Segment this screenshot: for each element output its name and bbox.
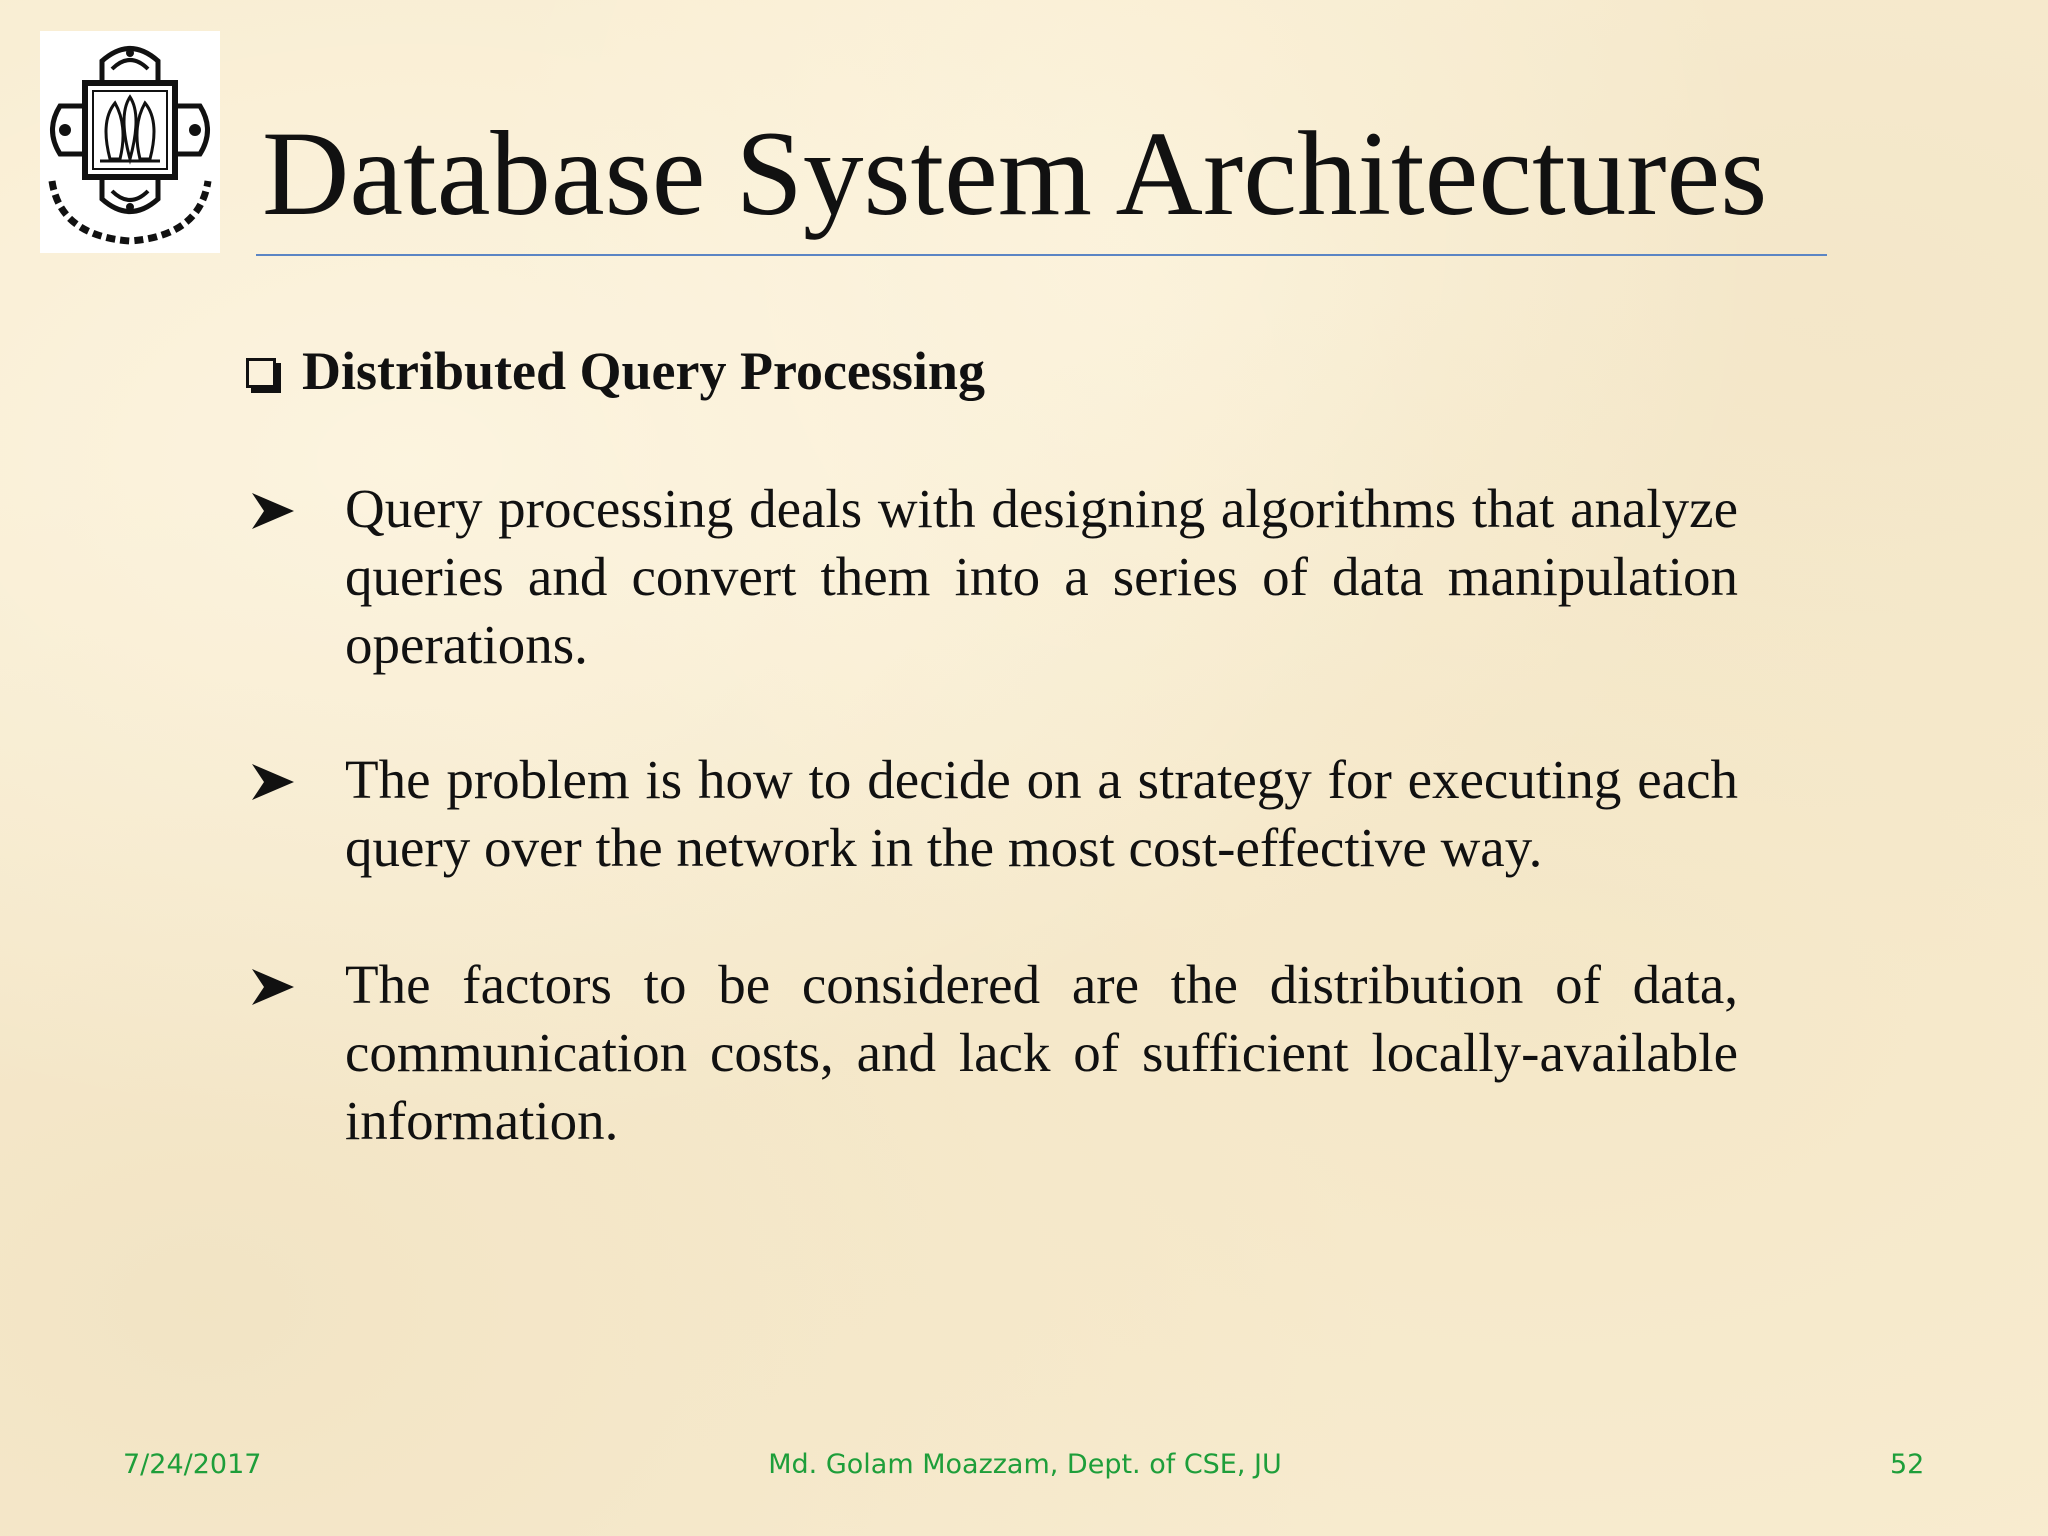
section-heading-label: Distributed Query Processing (302, 341, 985, 401)
slide-title: Database System Architectures (262, 107, 1768, 241)
bullet-text: The problem is how to decide on a strategy for executing each query over the network in the most cost-effective way. (345, 749, 1738, 878)
footer-date: 7/24/2017 (123, 1449, 262, 1480)
bullet-item (246, 951, 1738, 1155)
bullet-text: Query processing deals with designing algorithms that analyze queries and convert them into a series of data manipulation operations. (345, 478, 1738, 675)
bullet-item (246, 746, 1738, 882)
arrowhead-bullet-icon (250, 967, 296, 1007)
footer-page-number: 52 (1890, 1449, 1925, 1480)
bullet-text: The factors to be considered are the distribution of data, communication costs, and lack of sufficient locally-available information. (345, 954, 1738, 1151)
arrowhead-bullet-icon (250, 491, 296, 531)
checkbox-bullet-icon (246, 358, 276, 388)
title-divider (256, 254, 1827, 256)
university-logo (40, 31, 220, 253)
university-emblem-icon (40, 31, 220, 253)
bullet-item (246, 475, 1738, 679)
section-heading (246, 339, 985, 403)
footer-author: Md. Golam Moazzam, Dept. of CSE, JU (768, 1449, 1282, 1480)
arrowhead-bullet-icon (250, 762, 296, 802)
